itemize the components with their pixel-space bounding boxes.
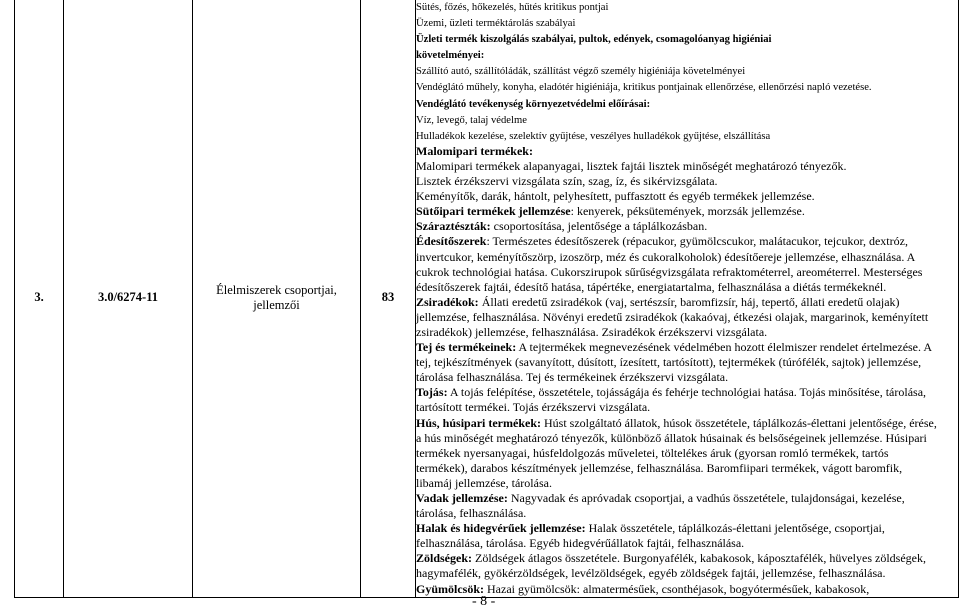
- content-line: [416, 355, 958, 370]
- subject-title-line2: jellemzői: [253, 297, 300, 312]
- content-segment: Sütőipari termékek jellemzése: [416, 204, 571, 219]
- content-segment: Sütés, főzés, hőkezelés, hűtés kritikus pontjai: [416, 2, 609, 13]
- module-code: 3.0/6274-11: [64, 0, 193, 597]
- content-segment: zsiradékok) jellemzése, felhasználása. Zsiradékok érzékszervi vizsgálata.: [416, 324, 768, 339]
- content-line: [416, 491, 958, 506]
- content-segment: Üzleti termék kiszolgálás szabályai, pultok, edények, csomagolóanyag higiéniai: [416, 34, 772, 46]
- content-segment: Állati eredetű zsiradékok (vaj, sertészsír, baromfizsír, háj, tepertő, állati eredetű olajak): [478, 294, 900, 309]
- content-segment: édesítőszerek fajtái, édesítő hatása, tápértéke, energiatartalma, felhasználása a diétás termékeknél.: [416, 279, 887, 294]
- content-cell: [416, 0, 959, 597]
- content-segment: Zöldségek:: [416, 551, 473, 566]
- content-segment: Száraztészták:: [416, 219, 491, 234]
- content-segment: termékek), darabos készítmények jellemzése, felhasználása. Baromfiipari termékek, vágott baromfik,: [416, 460, 903, 475]
- content-line: [416, 174, 958, 189]
- content-line: [416, 31, 958, 47]
- content-segment: Vendéglátó műhely, konyha, eladótér higiéniája, kritikus pontjainak ellenőrzése, ellenőrzési napló vezetése.: [416, 82, 872, 94]
- content-segment: Keményítők, darák, hántolt, pelyhesített, puffasztott és egyéb termékek jellemzése.: [416, 189, 815, 204]
- content-segment: jellemzése, felhasználása. Növényi eredetű zsiradékok (kakaóvaj, étkezési olajak, margarinok, keményített: [416, 309, 929, 324]
- content-line: [416, 310, 958, 325]
- content-segment: Hazai gyümölcsök: almatermésűek, csonthéjasok, bogyótermésűek, kabakosok,: [484, 581, 870, 596]
- content-line: [416, 159, 958, 174]
- content-line: [416, 506, 958, 521]
- content-segment: Szállító autó, szállítóládák, szállítást végző személy higiéniája követelményei: [416, 66, 746, 78]
- content-line: [416, 416, 958, 431]
- content-segment: tárolása felhasználása. Tej és termékeinek érzékszervi vizsgálata.: [416, 370, 729, 385]
- content-segment: Halak összetétele, táplálkozás-élettani jelentősége, csoportjai,: [585, 521, 885, 536]
- content-line: [416, 234, 958, 249]
- content-line: [416, 446, 958, 461]
- content-line: [416, 250, 958, 265]
- content-segment: felhasználása, tárolása. Egyéb hidegvérűállatok fajtái, felhasználása.: [416, 536, 745, 551]
- content-line: [416, 0, 958, 15]
- content-segment: Tojás:: [416, 385, 448, 400]
- content-segment: Hulladékok kezelése, szelektív gyűjtése, veszélyes hulladékok gyűjtése, elszállítása: [416, 130, 771, 142]
- content-segment: Lisztek érzékszervi vizsgálata szín, szag, íz, és sikérvizsgálata.: [416, 174, 718, 189]
- content-segment: Hús, húsipari termékek:: [416, 415, 542, 430]
- content-line: [416, 204, 958, 219]
- content-segment: tartósított termékei. Tojás érzékszervi vizsgálata.: [416, 400, 651, 415]
- content-segment: tej, tejkészítmények (savanyított, dúsított, ízesített, tartósított), tejtermékek (túrófélék, sajtok) jellemzése,: [416, 355, 922, 370]
- content-line: [416, 461, 958, 476]
- content-line: [416, 265, 958, 280]
- content-segment: Tej és termékeinek:: [416, 340, 517, 355]
- content-line: [416, 47, 958, 63]
- row-number: 3.: [15, 0, 64, 597]
- content-segment: Vadak jellemzése:: [416, 491, 508, 505]
- content-line: [416, 400, 958, 415]
- content-segment: : Természetes édesítőszerek (répacukor, gyümölcscukor, malátacukor, tejcukor, dextróz,: [486, 234, 908, 249]
- content-line: [416, 551, 958, 566]
- content-segment: : kenyerek, péksütemények, morzsák jellemzése.: [570, 204, 805, 219]
- content-line: [416, 566, 958, 581]
- content-segment: Gyümölcsök:: [416, 581, 485, 596]
- content-line: [416, 295, 958, 310]
- content-segment: Üzemi, üzleti terméktárolás szabályai: [416, 18, 576, 30]
- content-line: [416, 144, 958, 159]
- content-segment: A tojás felépítése, összetétele, tojásságája és fehérje technológiai hatása. Tojás minősítése, tárolása,: [447, 385, 927, 400]
- content-line: [416, 340, 958, 355]
- subject-title: [193, 0, 361, 597]
- content-segment: csoportosítása, jelentősége a táplálkozásban.: [490, 219, 708, 234]
- content-line: [416, 536, 958, 551]
- content-segment: Malomipari termékek:: [416, 143, 533, 158]
- page-number: - 8 -: [472, 594, 496, 609]
- content-segment: A tejtermékek megnevezésének védelmében hozott élelmiszer rendelet értelmezése. A: [516, 340, 933, 355]
- content-segment: Nagyvadak és apróvadak csoportjai, a vadhús összetétele, tulajdonságai, kezelése,: [507, 491, 905, 505]
- content-line: [416, 370, 958, 385]
- curriculum-table: [14, 0, 959, 598]
- content-segment: cukrok technológiai hatása. Cukorszirupok sűrűségvizsgálata refraktométerrel, areométerrel. Mesterséges: [416, 264, 923, 279]
- content-segment: Víz, levegő, talaj védelme: [416, 114, 527, 126]
- content-segment: invertcukor, keményítőszörp, izoszörp, méz és cukoralkoholok) édesítőereje jellemzése, elhasználása. A: [416, 249, 916, 264]
- content-segment: Húst szolgáltató állatok, húsok összetétele, táplálkozás-élettani jelentősége, érése,: [541, 415, 937, 430]
- content-line: [416, 385, 958, 400]
- content-line: [416, 15, 958, 31]
- content-text: [416, 0, 958, 597]
- content-segment: Halak és hidegvérűek jellemzése:: [416, 521, 586, 536]
- content-line: [416, 476, 958, 491]
- content-line: [416, 521, 958, 536]
- content-line: [416, 128, 958, 144]
- content-line: [416, 112, 958, 128]
- content-segment: Zöldségek átlagos összetétele. Burgonyafélék, kabakosok, káposztafélék, hüvelyes zöldségek,: [472, 551, 926, 566]
- content-line: [416, 325, 958, 340]
- table-row: [15, 0, 959, 597]
- content-line: [416, 219, 958, 234]
- content-segment: Édesítőszerek: [416, 234, 487, 249]
- content-segment: Zsiradékok:: [416, 294, 479, 309]
- content-segment: libamáj jellemzése, tárolása.: [416, 475, 552, 490]
- content-segment: a hús minőségét meghatározó tényezők, különböző állatok húsainak és belsőségeinek jellemzése. Húsipari: [416, 430, 927, 445]
- content-segment: hagymafélék, gyökérzöldségek, levélzöldségek, egyéb zöldségek fajtái, jellemzése, felhasználása.: [416, 566, 886, 581]
- content-line: [416, 280, 958, 295]
- content-line: [416, 79, 958, 95]
- hours-count: 83: [361, 0, 416, 597]
- content-line: [416, 96, 958, 112]
- content-line: [416, 63, 958, 79]
- content-segment: tárolása, felhasználása.: [416, 506, 527, 521]
- content-segment: követelményei:: [416, 50, 485, 62]
- subject-title-line1: Élelmiszerek csoportjai,: [216, 282, 337, 297]
- content-line: [416, 582, 958, 597]
- content-line: [416, 189, 958, 204]
- content-segment: Vendéglátó tevékenység környezetvédelmi előírásai:: [416, 98, 651, 110]
- content-segment: Malomipari termékek alapanyagai, lisztek fajtái lisztek minőségét meghatározó tényezők.: [416, 158, 847, 173]
- content-segment: termékek nyersanyagai, húsfeldolgozás műveletei, töltelékes áruk (gyorsan romló termékek, tartós: [416, 445, 889, 460]
- content-line: [416, 431, 958, 446]
